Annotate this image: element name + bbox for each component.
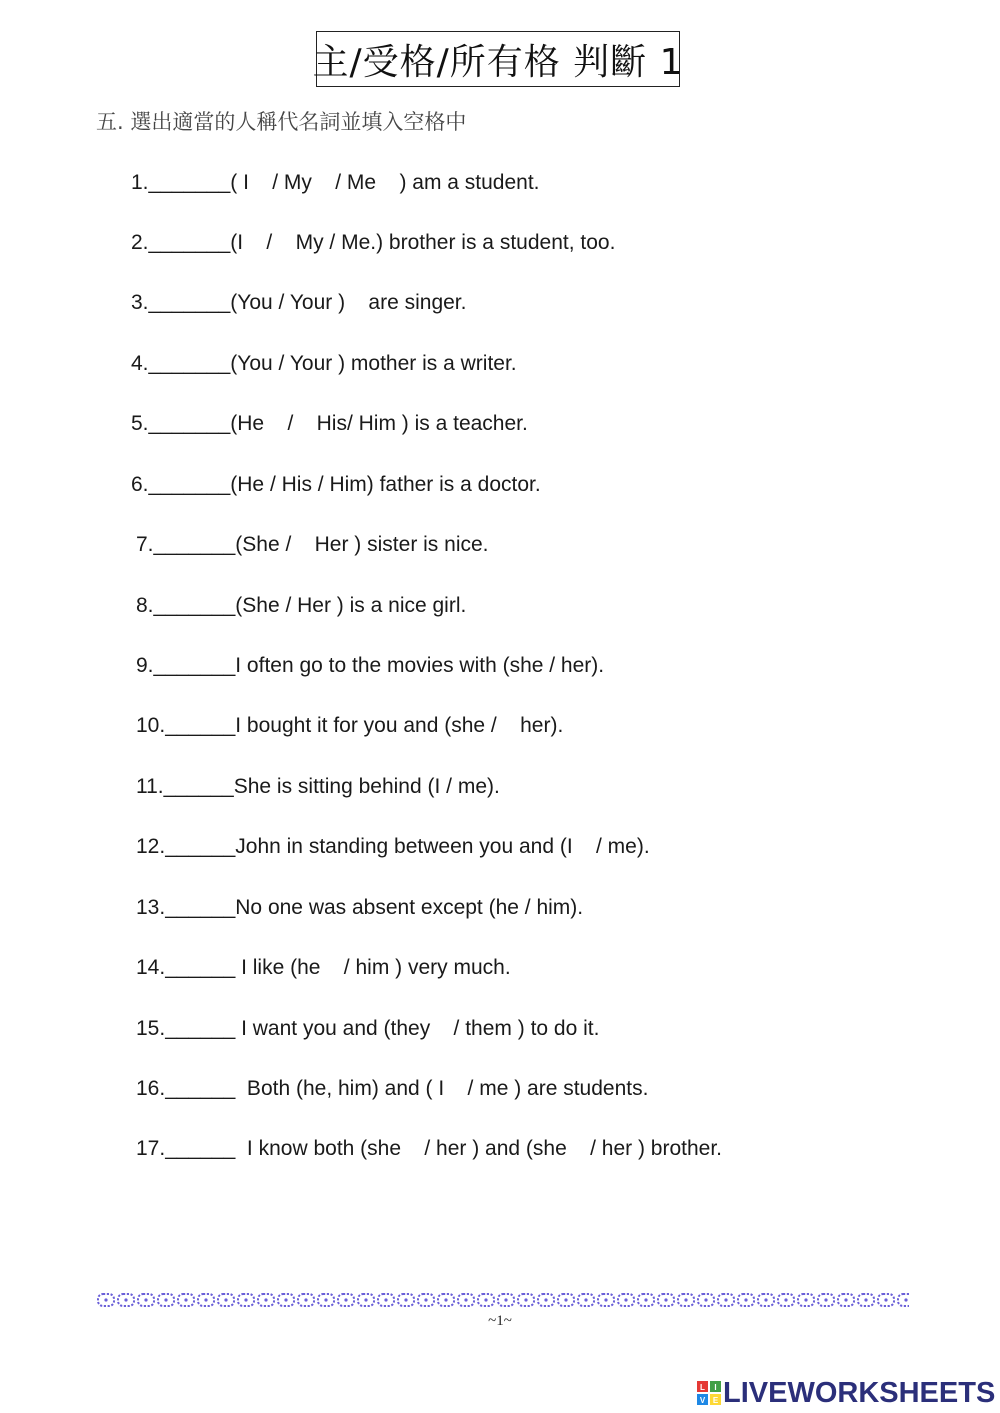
page-number: ~1~ — [488, 1313, 512, 1329]
question-item: 9._______I often go to the movies with (she / her). — [136, 654, 605, 677]
question-item: 13.______No one was absent except (he / him). — [136, 896, 584, 919]
question-item: 6._______(He / His / Him) father is a doctor. — [131, 473, 541, 496]
question-item: 17.______ I know both (she / her ) and (she / her ) brother. — [136, 1137, 723, 1160]
question-item: 7._______(She / Her ) sister is nice. — [136, 533, 489, 556]
question-item: 2._______(I / My / Me.) brother is a student, too. — [131, 231, 616, 254]
question-item: 11.______She is sitting behind (I / me). — [136, 775, 500, 798]
question-item: 10.______I bought it for you and (she / her). — [136, 714, 564, 737]
question-item: 15.______ I want you and (they / them ) to do it. — [136, 1017, 600, 1040]
question-item: 12.______John in standing between you and (I / me). — [136, 835, 650, 858]
svg-text:I: I — [714, 1383, 717, 1392]
decorative-border — [96, 1290, 909, 1310]
instruction-text: 五. 選出適當的人稱代名詞並填入空格中 — [96, 110, 467, 134]
question-item: 5._______(He / His/ Him ) is a teacher. — [131, 412, 528, 435]
question-item: 14.______ I like (he / him ) very much. — [136, 956, 511, 979]
question-item: 8._______(She / Her ) is a nice girl. — [136, 594, 467, 617]
svg-text:E: E — [712, 1396, 719, 1405]
question-item: 16.______ Both (he, him) and ( I / me ) are students. — [136, 1077, 649, 1100]
svg-text:V: V — [699, 1396, 706, 1405]
question-item: 1._______( I / My / Me ) am a student. — [131, 171, 540, 194]
question-item: 4._______(You / Your ) mother is a writer. — [131, 352, 517, 375]
liveworksheets-logo — [697, 1377, 995, 1409]
svg-text:L: L — [700, 1383, 705, 1392]
question-item: 3._______(You / Your ) are singer. — [131, 291, 467, 314]
brand-name: LIVEWORKSHEETS — [723, 1376, 996, 1409]
logo-grid-icon — [697, 1381, 721, 1405]
worksheet-title: 主/受格/所有格 判斷 1 — [316, 31, 680, 87]
